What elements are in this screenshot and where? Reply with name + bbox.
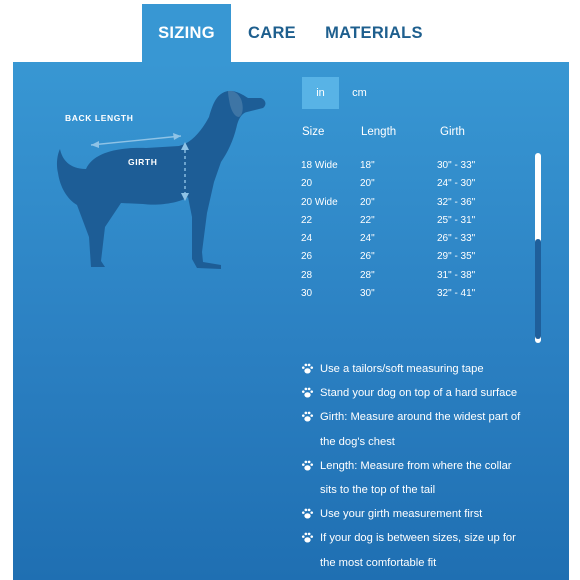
table-header-length: Length [361, 126, 397, 138]
table-header-size: Size [302, 126, 325, 138]
tip-text: the dog's chest [320, 435, 395, 448]
paw-icon [301, 531, 314, 544]
table-row: 30 30" 32" - 41" [301, 288, 476, 300]
back-length-label: BACK LENGTH [65, 113, 134, 123]
paw-icon [301, 410, 314, 423]
paw-icon [301, 386, 314, 399]
measuring-tips [301, 357, 551, 575]
table-row: 26 26" 29" - 35" [301, 251, 476, 263]
table-row: 24 24" 26" - 33" [301, 233, 476, 245]
tab-bar [0, 0, 580, 62]
tab-sizing[interactable]: SIZING [142, 4, 231, 62]
table-row: 28 28" 31" - 38" [301, 269, 476, 281]
list-item [301, 454, 551, 502]
size-table [301, 158, 541, 304]
table-row: 22 22" 25" - 31" [301, 214, 476, 226]
paw-icon [301, 459, 314, 472]
tip-text: Girth: Measure around the widest part of [320, 411, 521, 424]
tip-text: Use a tailors/soft measuring tape [320, 363, 484, 375]
paw-icon [301, 362, 314, 375]
tip-text: Use your girth measurement first [320, 508, 483, 521]
table-row: 18 Wide 18" 30" - 33" [301, 160, 476, 171]
tab-materials[interactable]: MATERIALS [325, 23, 423, 42]
table-header-girth: Girth [440, 126, 465, 138]
tip-text: the most comfortable fit [320, 556, 437, 569]
table-scrollbar[interactable] [535, 153, 541, 343]
table-scrollbar-thumb[interactable] [535, 239, 541, 339]
paw-icon [301, 507, 314, 520]
tip-text: Stand your dog on top of a hard surface [320, 387, 518, 400]
tip-text: Length: Measure from where the collar [320, 459, 512, 472]
girth-label: GIRTH [128, 157, 158, 167]
unit-cm-button[interactable]: cm [352, 87, 367, 99]
unit-inches-button[interactable]: in [302, 77, 339, 109]
tab-care[interactable]: CARE [248, 23, 296, 42]
list-item [301, 526, 551, 574]
table-row: 20 20" 24" - 30" [301, 178, 476, 190]
list-item [301, 357, 551, 381]
tip-text: sits to the top of the tail [320, 483, 436, 496]
list-item [301, 405, 551, 453]
list-item [301, 381, 551, 405]
table-row: 20 Wide 20" 32" - 36" [301, 196, 476, 208]
dog-diagram [51, 87, 281, 282]
sizing-panel [13, 62, 569, 580]
list-item [301, 502, 551, 526]
tip-text: If your dog is between sizes, size up for [320, 532, 516, 545]
